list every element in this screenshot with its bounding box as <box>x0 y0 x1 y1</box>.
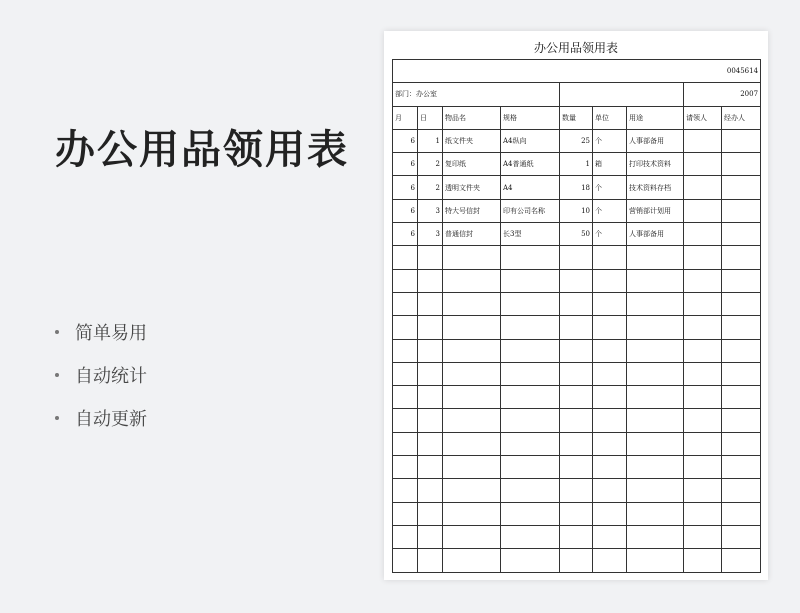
cell-handler <box>722 176 761 199</box>
empty-cell <box>393 316 418 339</box>
empty-cell <box>722 409 761 432</box>
empty-row <box>393 269 761 292</box>
empty-cell <box>560 432 593 455</box>
form-title: 办公用品领用表 <box>533 41 618 55</box>
empty-cell <box>443 246 501 269</box>
empty-cell <box>684 362 722 385</box>
empty-cell <box>443 269 501 292</box>
cell-quantity: 1 <box>560 153 593 176</box>
empty-cell <box>593 525 627 548</box>
empty-cell <box>722 269 761 292</box>
empty-cell <box>501 269 560 292</box>
table-row <box>393 223 761 246</box>
empty-cell <box>593 292 627 315</box>
empty-cell <box>501 409 560 432</box>
cell-item-name: 特大号信封 <box>443 199 501 222</box>
cell-handler <box>722 129 761 152</box>
empty-cell <box>393 502 418 525</box>
cell-quantity: 25 <box>560 129 593 152</box>
empty-cell <box>560 409 593 432</box>
empty-cell <box>684 246 722 269</box>
empty-cell <box>684 549 722 572</box>
empty-cell <box>501 246 560 269</box>
requisition-table <box>392 59 761 573</box>
cell-requester <box>684 129 722 152</box>
cell-quantity: 50 <box>560 223 593 246</box>
empty-cell <box>501 502 560 525</box>
empty-cell <box>393 362 418 385</box>
empty-cell <box>593 386 627 409</box>
empty-cell <box>418 549 443 572</box>
cell-quantity: 10 <box>560 199 593 222</box>
cell-purpose: 技术资料存档 <box>627 176 684 199</box>
empty-cell <box>560 339 593 362</box>
cell-purpose: 营销部计划用 <box>627 199 684 222</box>
department-cell: 部门：办公室 <box>393 83 560 106</box>
empty-cell <box>393 386 418 409</box>
cell-handler <box>722 223 761 246</box>
empty-cell <box>722 292 761 315</box>
empty-cell <box>593 432 627 455</box>
empty-cell <box>443 386 501 409</box>
empty-cell <box>418 246 443 269</box>
feature-label: 自动更新 <box>75 408 147 430</box>
empty-cell <box>443 549 501 572</box>
cell-day: 2 <box>418 176 443 199</box>
empty-cell <box>722 432 761 455</box>
empty-cell <box>684 525 722 548</box>
empty-cell <box>722 502 761 525</box>
empty-cell <box>627 269 684 292</box>
feature-label: 自动统计 <box>75 365 147 387</box>
empty-cell <box>501 316 560 339</box>
empty-cell <box>684 292 722 315</box>
empty-cell <box>418 409 443 432</box>
empty-cell <box>684 479 722 502</box>
cell-unit: 箱 <box>593 153 627 176</box>
feature-item <box>55 396 147 439</box>
empty-cell <box>684 456 722 479</box>
cell-item-name: 透明文件夹 <box>443 176 501 199</box>
empty-cell <box>393 549 418 572</box>
department-blank-cell <box>560 83 684 106</box>
empty-cell <box>722 246 761 269</box>
cell-purpose: 人事部备用 <box>627 129 684 152</box>
empty-cell <box>393 432 418 455</box>
cell-spec: A4 <box>501 176 560 199</box>
empty-cell <box>593 479 627 502</box>
empty-cell <box>501 362 560 385</box>
cell-unit: 个 <box>593 223 627 246</box>
empty-cell <box>418 316 443 339</box>
empty-cell <box>627 409 684 432</box>
cell-requester <box>684 199 722 222</box>
header-row <box>393 106 761 129</box>
feature-item <box>55 310 147 353</box>
empty-cell <box>443 432 501 455</box>
empty-cell <box>722 339 761 362</box>
cell-month: 6 <box>393 129 418 152</box>
empty-cell <box>722 479 761 502</box>
feature-label: 简单易用 <box>75 322 147 344</box>
cell-unit: 个 <box>593 199 627 222</box>
cell-day: 3 <box>418 199 443 222</box>
code-row <box>393 60 761 83</box>
empty-cell <box>393 269 418 292</box>
empty-cell <box>560 316 593 339</box>
cell-month: 6 <box>393 199 418 222</box>
empty-cell <box>560 549 593 572</box>
cell-day: 1 <box>418 129 443 152</box>
empty-cell <box>418 362 443 385</box>
header-requester: 请领人 <box>684 106 722 129</box>
empty-cell <box>418 269 443 292</box>
empty-cell <box>501 525 560 548</box>
empty-cell <box>684 386 722 409</box>
header-spec: 规格 <box>501 106 560 129</box>
empty-cell <box>418 292 443 315</box>
empty-cell <box>627 362 684 385</box>
empty-row <box>393 409 761 432</box>
empty-cell <box>684 269 722 292</box>
table-row <box>393 176 761 199</box>
empty-cell <box>443 479 501 502</box>
cell-purpose: 打印技术资料 <box>627 153 684 176</box>
empty-cell <box>722 456 761 479</box>
empty-cell <box>418 479 443 502</box>
cell-handler <box>722 153 761 176</box>
empty-cell <box>627 316 684 339</box>
empty-cell <box>722 362 761 385</box>
empty-cell <box>593 456 627 479</box>
empty-cell <box>593 502 627 525</box>
feature-item <box>55 353 147 396</box>
empty-cell <box>393 339 418 362</box>
empty-cell <box>627 386 684 409</box>
empty-cell <box>501 479 560 502</box>
cell-spec: A4普通纸 <box>501 153 560 176</box>
empty-cell <box>593 316 627 339</box>
empty-cell <box>501 292 560 315</box>
empty-row <box>393 386 761 409</box>
empty-cell <box>418 456 443 479</box>
cell-requester <box>684 153 722 176</box>
empty-cell <box>627 502 684 525</box>
form-code: 0045614 <box>393 60 761 83</box>
cell-month: 6 <box>393 223 418 246</box>
empty-cell <box>418 339 443 362</box>
empty-cell <box>443 409 501 432</box>
empty-cell <box>393 456 418 479</box>
table-row <box>393 199 761 222</box>
empty-cell <box>627 479 684 502</box>
empty-cell <box>393 479 418 502</box>
table-row <box>393 153 761 176</box>
year-cell: 2007 <box>684 83 761 106</box>
empty-cell <box>627 246 684 269</box>
empty-cell <box>684 316 722 339</box>
empty-cell <box>593 409 627 432</box>
empty-cell <box>593 339 627 362</box>
empty-cell <box>593 549 627 572</box>
cell-unit: 个 <box>593 176 627 199</box>
empty-cell <box>443 502 501 525</box>
cell-item-name: 普通信封 <box>443 223 501 246</box>
form-sheet <box>384 31 768 580</box>
empty-row <box>393 502 761 525</box>
empty-cell <box>443 362 501 385</box>
empty-cell <box>393 292 418 315</box>
empty-cell <box>627 432 684 455</box>
empty-cell <box>627 456 684 479</box>
cell-unit: 个 <box>593 129 627 152</box>
empty-cell <box>560 362 593 385</box>
empty-cell <box>443 456 501 479</box>
empty-row <box>393 479 761 502</box>
header-handler: 经办人 <box>722 106 761 129</box>
header-item-name: 物品名 <box>443 106 501 129</box>
header-unit: 单位 <box>593 106 627 129</box>
empty-cell <box>684 409 722 432</box>
empty-cell <box>443 316 501 339</box>
empty-cell <box>501 386 560 409</box>
empty-row <box>393 362 761 385</box>
cell-item-name: 复印纸 <box>443 153 501 176</box>
cell-requester <box>684 223 722 246</box>
cell-spec: A4纵向 <box>501 129 560 152</box>
empty-cell <box>560 525 593 548</box>
empty-cell <box>501 549 560 572</box>
cell-requester <box>684 176 722 199</box>
cell-quantity: 18 <box>560 176 593 199</box>
empty-row <box>393 456 761 479</box>
empty-cell <box>684 432 722 455</box>
empty-cell <box>722 386 761 409</box>
header-month: 月 <box>393 106 418 129</box>
empty-cell <box>418 502 443 525</box>
empty-row <box>393 316 761 339</box>
empty-cell <box>560 386 593 409</box>
header-purpose: 用途 <box>627 106 684 129</box>
department-row <box>393 83 761 106</box>
empty-cell <box>560 479 593 502</box>
empty-row <box>393 432 761 455</box>
empty-cell <box>593 269 627 292</box>
bullet-icon <box>55 373 59 377</box>
empty-cell <box>627 549 684 572</box>
empty-cell <box>560 502 593 525</box>
cell-purpose: 人事部备用 <box>627 223 684 246</box>
empty-cell <box>722 525 761 548</box>
cell-month: 6 <box>393 176 418 199</box>
empty-cell <box>418 386 443 409</box>
empty-cell <box>418 432 443 455</box>
empty-cell <box>593 246 627 269</box>
empty-cell <box>560 246 593 269</box>
page-title: 办公用品领用表 <box>55 127 349 173</box>
empty-row <box>393 292 761 315</box>
empty-cell <box>722 549 761 572</box>
empty-row <box>393 549 761 572</box>
empty-cell <box>418 525 443 548</box>
empty-cell <box>722 316 761 339</box>
cell-day: 3 <box>418 223 443 246</box>
empty-cell <box>393 409 418 432</box>
empty-cell <box>627 525 684 548</box>
empty-cell <box>684 339 722 362</box>
empty-cell <box>560 269 593 292</box>
empty-cell <box>627 339 684 362</box>
empty-cell <box>501 339 560 362</box>
header-day: 日 <box>418 106 443 129</box>
cell-handler <box>722 199 761 222</box>
header-quantity: 数量 <box>560 106 593 129</box>
empty-cell <box>443 339 501 362</box>
empty-cell <box>627 292 684 315</box>
cell-item-name: 纸文件夹 <box>443 129 501 152</box>
empty-cell <box>501 432 560 455</box>
cell-spec: 印有公司名称 <box>501 199 560 222</box>
bullet-icon <box>55 330 59 334</box>
empty-cell <box>560 456 593 479</box>
empty-cell <box>443 292 501 315</box>
cell-month: 6 <box>393 153 418 176</box>
cell-spec: 长3型 <box>501 223 560 246</box>
empty-cell <box>443 525 501 548</box>
feature-list <box>55 310 147 439</box>
bullet-icon <box>55 416 59 420</box>
empty-cell <box>560 292 593 315</box>
empty-cell <box>501 456 560 479</box>
empty-cell <box>684 502 722 525</box>
empty-cell <box>393 246 418 269</box>
cell-day: 2 <box>418 153 443 176</box>
table-row <box>393 129 761 152</box>
empty-row <box>393 246 761 269</box>
empty-row <box>393 525 761 548</box>
empty-cell <box>393 525 418 548</box>
empty-cell <box>593 362 627 385</box>
empty-row <box>393 339 761 362</box>
